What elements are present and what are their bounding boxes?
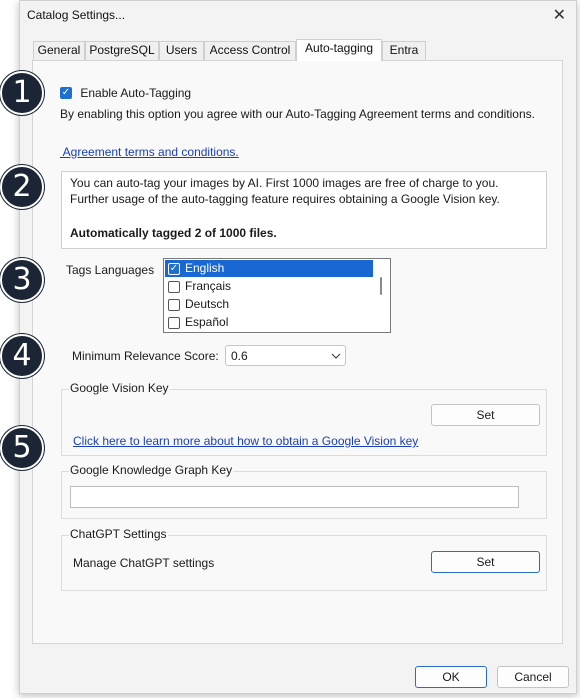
google-vision-set-button[interactable]: Set — [431, 404, 540, 426]
tab-auto-tagging[interactable]: Auto-tagging — [296, 39, 382, 61]
cancel-button[interactable]: Cancel — [497, 666, 569, 688]
ok-button[interactable]: OK — [415, 666, 487, 688]
chatgpt-set-button[interactable]: Set — [431, 551, 540, 573]
tab-entra[interactable]: Entra — [382, 41, 426, 60]
language-label: English — [185, 261, 225, 275]
catalog-settings-dialog — [19, 0, 577, 694]
enable-auto-tagging-checkbox[interactable] — [60, 85, 191, 100]
info-line-1: You can auto-tag your images by AI. First 1000 images are free of charge to you. — [70, 176, 499, 190]
agreement-link[interactable]: Agreement terms and conditions. — [60, 145, 239, 159]
tab-general[interactable]: General — [33, 41, 85, 60]
google-vision-learn-link[interactable]: Click here to learn more about how to obtain a Google Vision key — [73, 434, 419, 448]
window-title: Catalog Settings... — [27, 8, 126, 22]
tags-languages-list[interactable] — [163, 258, 391, 333]
language-label: Deutsch — [185, 297, 230, 311]
knowledge-graph-group-label: Google Knowledge Graph Key — [70, 463, 233, 477]
checkbox-checked-icon[interactable]: ✓ — [169, 262, 179, 274]
knowledge-graph-group — [61, 463, 547, 519]
chevron-down-icon — [331, 353, 341, 360]
close-icon[interactable]: ✕ — [552, 7, 566, 24]
checkbox-checked-icon: ✓ — [61, 86, 71, 98]
checkbox-unchecked-icon[interactable] — [168, 281, 180, 293]
language-label: Español — [185, 315, 229, 329]
callout-badge-3: 3 — [0, 258, 44, 302]
language-item-francais[interactable] — [165, 278, 373, 295]
agreement-text: By enabling this option you agree with our Auto-Tagging Agreement terms and conditions. — [60, 107, 535, 121]
google-vision-group-label: Google Vision Key — [70, 381, 169, 395]
auto-tagging-panel — [32, 60, 563, 644]
callout-badge-2: 2 — [0, 165, 44, 209]
info-box — [61, 171, 547, 249]
language-item-deutsch[interactable] — [165, 296, 373, 313]
info-line-2: Further usage of the auto-tagging feature requires obtaining a Google Vision key. — [70, 192, 500, 206]
google-vision-group — [61, 381, 547, 456]
relevance-label: Minimum Relevance Score: — [72, 349, 219, 363]
knowledge-graph-key-input[interactable] — [70, 486, 519, 508]
tags-languages-label: Tags Languages — [66, 263, 155, 277]
manage-chatgpt-label: Manage ChatGPT settings — [73, 556, 215, 570]
tab-access-control[interactable]: Access Control — [204, 41, 296, 60]
chatgpt-group-label: ChatGPT Settings — [70, 527, 167, 541]
title-bar — [20, 1, 576, 31]
callout-badge-5: 5 — [0, 426, 44, 470]
tagged-status: Automatically tagged 2 of 1000 files. — [70, 226, 277, 240]
tab-users[interactable]: Users — [159, 41, 204, 60]
callout-badge-1: 1 — [0, 71, 44, 115]
chatgpt-group — [61, 527, 547, 591]
language-label: Français — [185, 279, 232, 293]
callout-badge-4: 4 — [0, 334, 44, 378]
relevance-value: 0.6 — [231, 349, 248, 363]
list-scrollbar-thumb[interactable] — [380, 277, 382, 295]
relevance-select[interactable] — [225, 345, 346, 366]
checkbox-unchecked-icon[interactable] — [168, 299, 180, 311]
language-item-english[interactable] — [165, 260, 373, 277]
enable-auto-tagging-label: Enable Auto-Tagging — [80, 85, 192, 100]
checkbox-unchecked-icon[interactable] — [168, 317, 180, 329]
tab-postgresql[interactable]: PostgreSQL — [85, 41, 159, 60]
language-item-espanol[interactable] — [165, 314, 373, 331]
